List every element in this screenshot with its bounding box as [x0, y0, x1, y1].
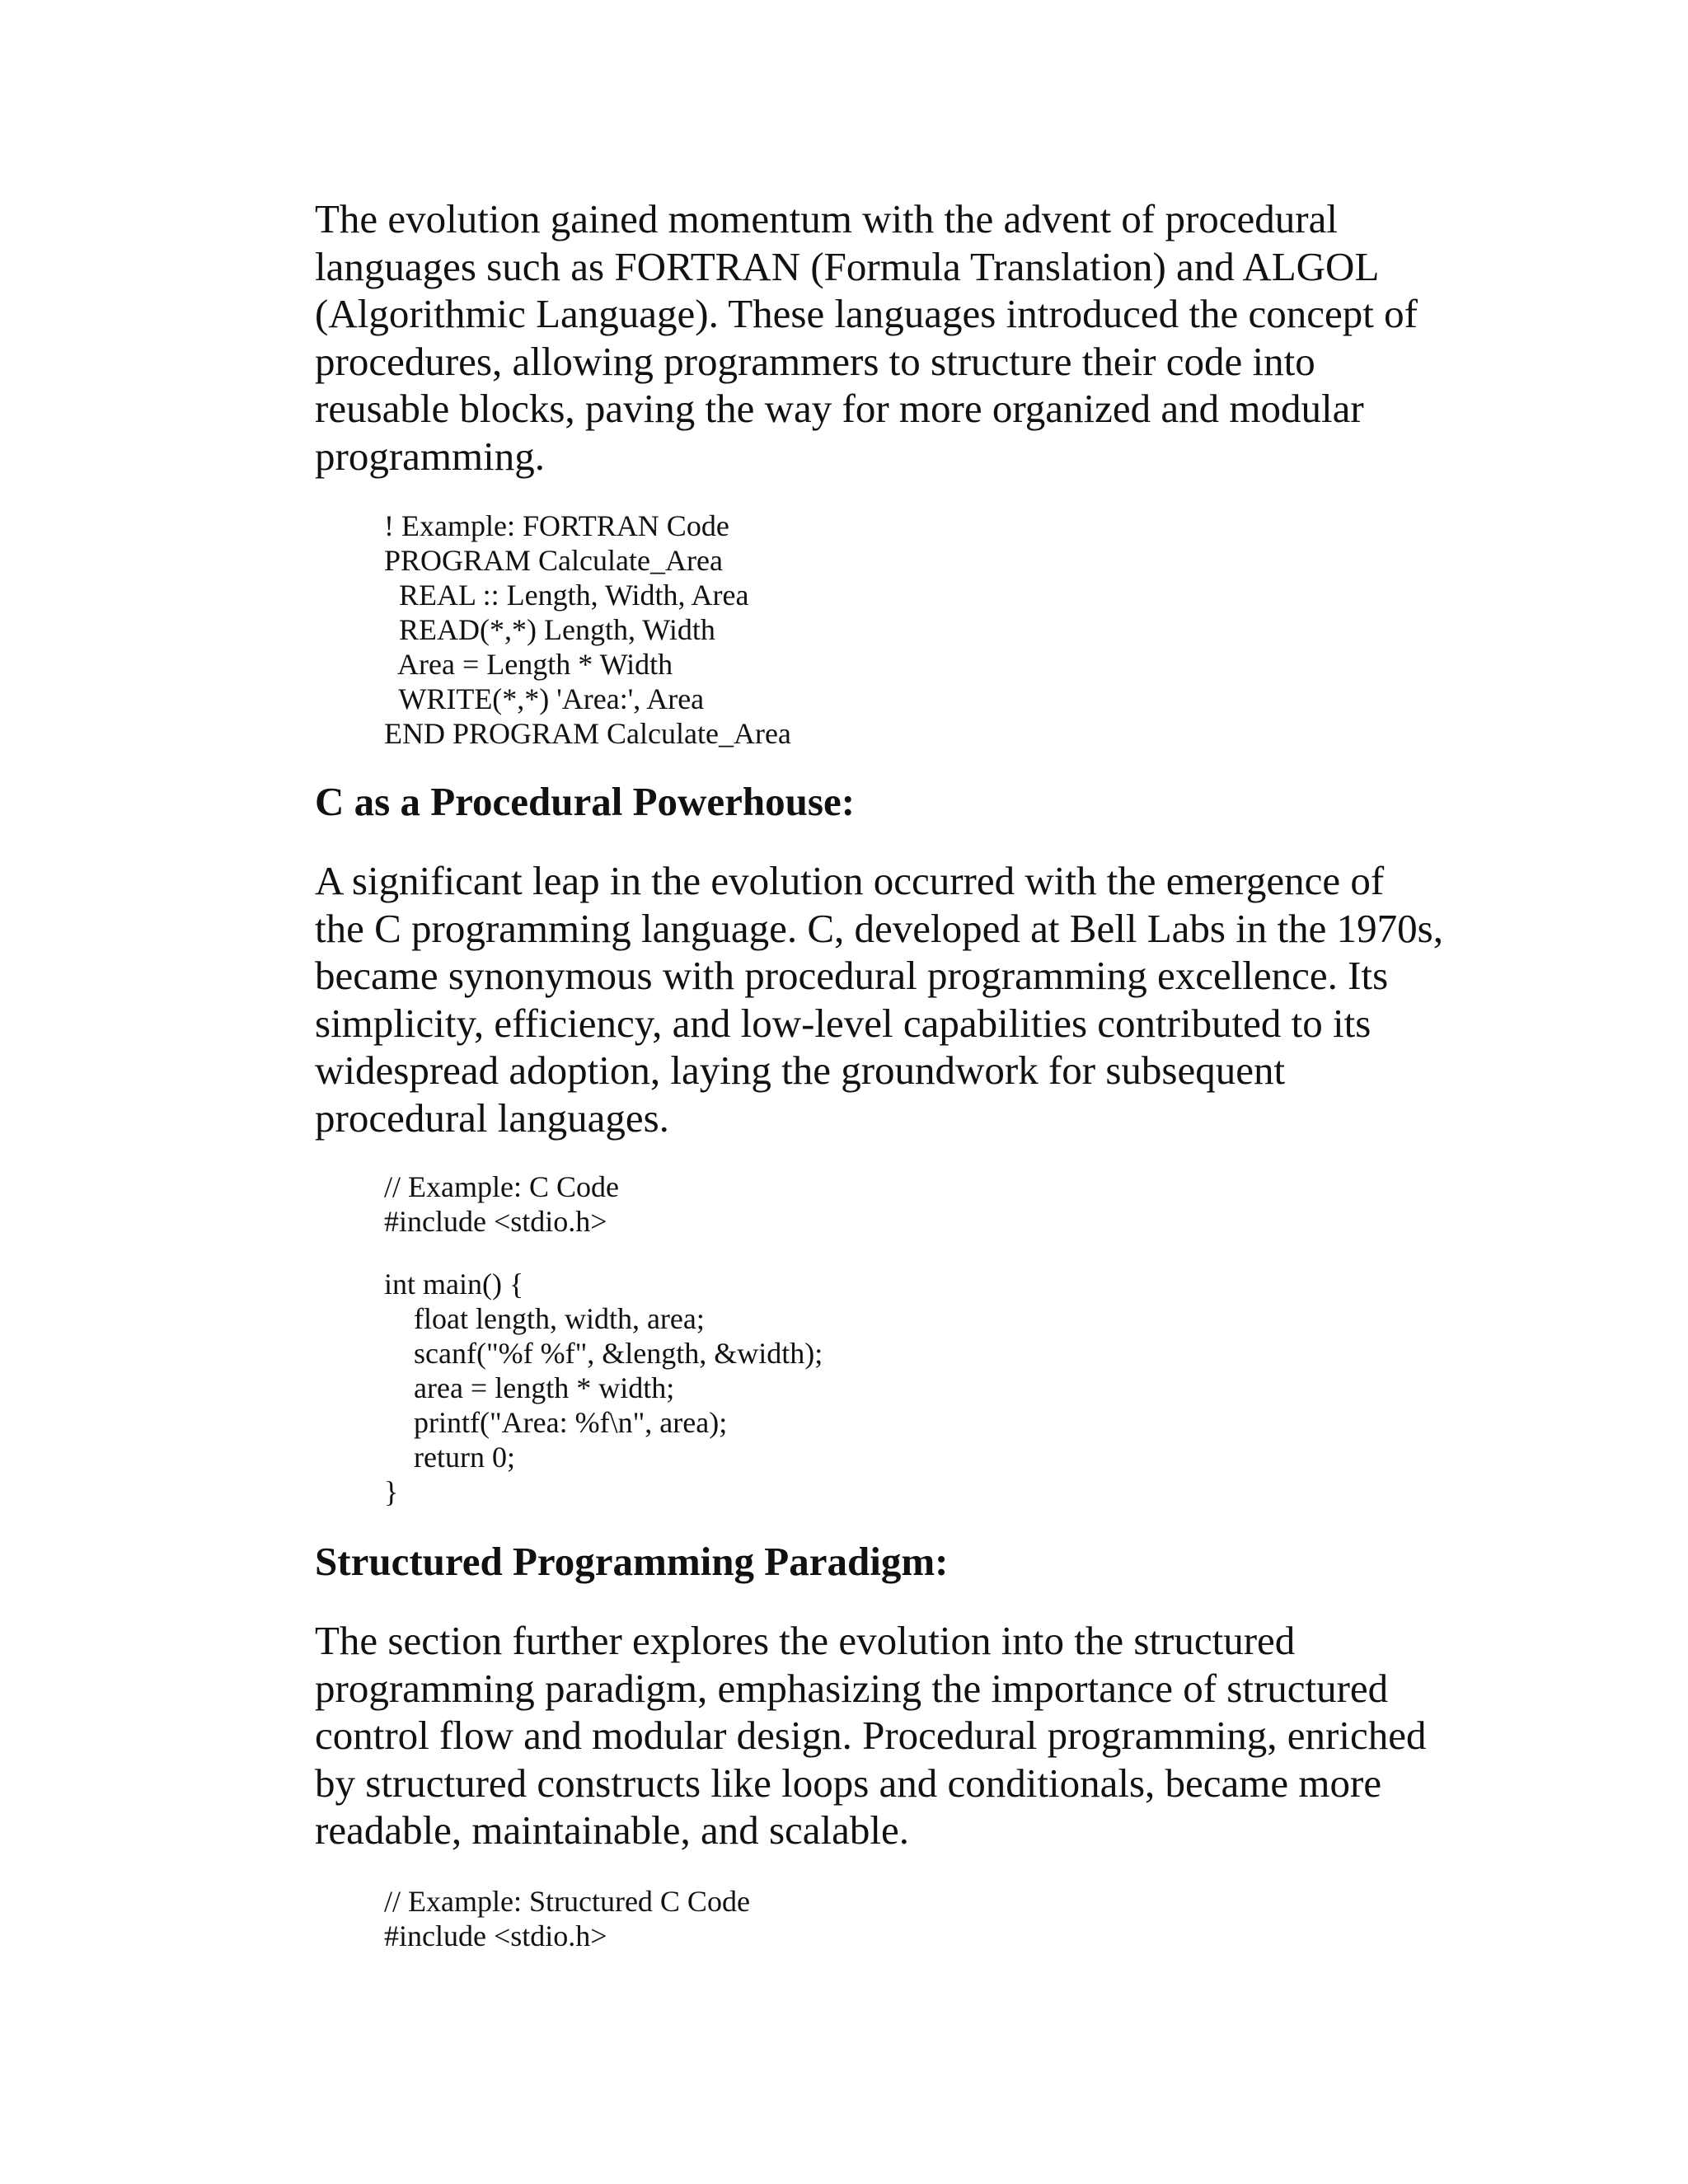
code-example-fortran: ! Example: FORTRAN Code PROGRAM Calculate_Area REAL :: Length, Width, Area READ(*,*) Length, Width Area = Length * Width WRITE(*,*) 'Area:', Area END PROGRAM Calculate_Area: [384, 509, 791, 750]
code-example-c-main: int main() { float length, width, area; scanf("%f %f", &length, &width); area = length * width; printf("Area: %f\n", area); return 0; }: [384, 1268, 823, 1508]
paragraph-procedural-languages: The evolution gained momentum with the advent of procedural languages such as FORTRAN (Formula Translation) and ALGOL (Algorithmic Language). These languages introduced the concept of procedures, allowing programmers to structure their code into reusable blocks, paving the way for more organized and modular programming.: [315, 196, 1418, 479]
heading-c-procedural-powerhouse: C as a Procedural Powerhouse:: [315, 779, 856, 824]
code-example-c-header: // Example: C Code #include <stdio.h>: [384, 1170, 619, 1238]
paragraph-structured-paradigm: The section further explores the evolution into the structured programming paradigm, emphasizing the importance of structured control flow and modular design. Procedural programming, enriched by structured constructs like loops and conditionals, became more readable, maintainable, and scalable.: [315, 1618, 1427, 1853]
heading-structured-programming: Structured Programming Paradigm:: [315, 1539, 949, 1584]
paragraph-c-language: A significant leap in the evolution occurred with the emergence of the C programming language. C, developed at Bell Labs in the 1970s, became synonymous with procedural programming excellence. Its simplicity, efficiency, and low-level capabilities contributed to its widespread adoption, laying the groundwork for subsequent procedural languages.: [315, 858, 1443, 1141]
code-example-structured-c: // Example: Structured C Code #include <stdio.h>: [384, 1885, 750, 1952]
